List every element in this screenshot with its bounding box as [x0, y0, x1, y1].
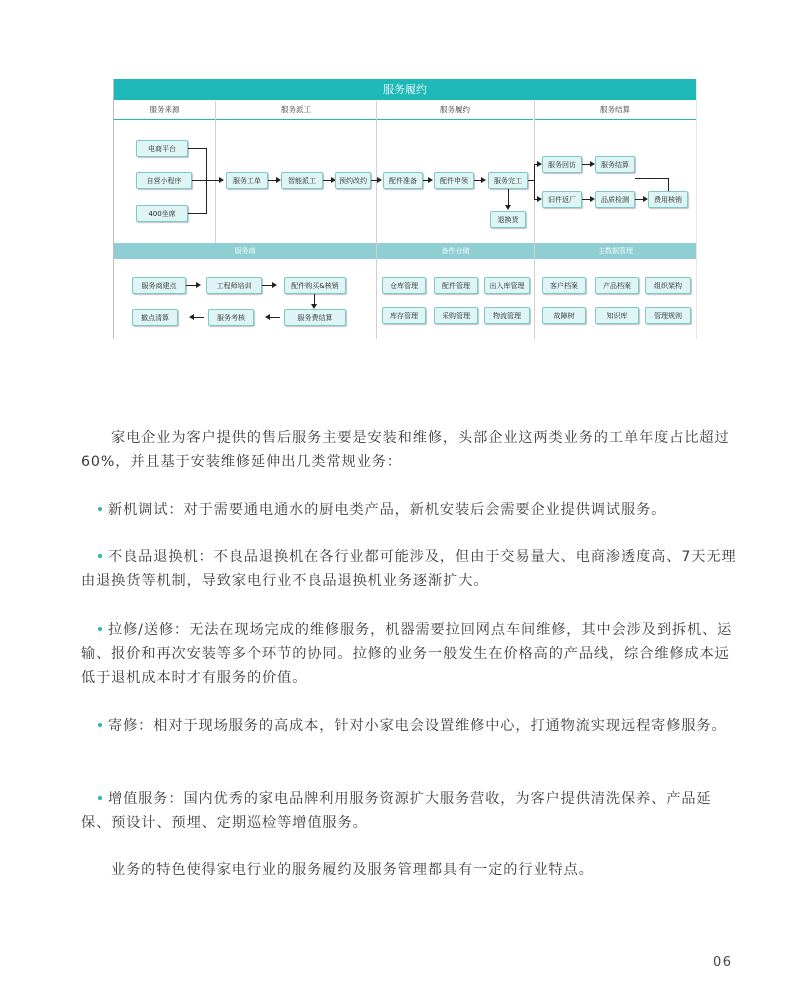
column-header-dispatch: 服务派工: [216, 101, 376, 120]
node-org-structure: 组织架构: [645, 277, 691, 294]
diagram-title: 服务履约: [114, 79, 696, 100]
bullet-dot-icon: [98, 627, 102, 631]
node-warehouse-mgmt: 仓库管理: [382, 277, 426, 294]
connector: [668, 178, 669, 191]
arrow-right-icon: [428, 177, 433, 183]
bullet-text: 新机调试：对于需要通电通水的厨电类产品，新机安装后会需要企业提供调试服务。: [108, 502, 667, 518]
node-parts-mgmt: 配件管理: [434, 277, 478, 294]
bullet-dot-icon: [98, 723, 102, 727]
node-service-fee-settlement: 服务费结算: [284, 309, 346, 326]
node-return-exchange: 退换货: [490, 211, 526, 228]
node-knowledge-base: 知识库: [595, 307, 639, 324]
node-service-settlement: 服务结算: [595, 156, 635, 173]
node-service-assessment: 服务考核: [208, 309, 254, 326]
connector: [534, 164, 535, 200]
bullet-text: 不良品退换机：不良品退换机在各行业都可能涉及，但由于交易量大、电商渗透度高、7天无理由退换货等机制，导致家电行业不良品退换机业务逐渐扩大。: [81, 549, 737, 589]
bullet-item: [81, 787, 741, 835]
arrow-right-icon: [377, 177, 382, 183]
arrow-right-icon: [219, 177, 224, 183]
page-number: 06: [713, 955, 733, 970]
arrow-right-icon: [272, 282, 277, 288]
section-band-masterdata: 主数据管理: [535, 243, 696, 259]
connector: [206, 148, 207, 214]
bullet-text: 寄修：相对于现场服务的高成本，针对小家电会设置维修中心，打通物流实现远程寄修服务。: [108, 718, 727, 734]
column-header-settle: 服务结算: [534, 101, 696, 120]
bullet-item: [81, 714, 741, 738]
intro-paragraph: 家电企业为客户提供的售后服务主要是安装和维修，头部企业这两类业务的工单年度占比超过60%，并且基于安装维修延伸出几类常规业务：: [81, 430, 730, 470]
node-service-followup: 服务回访: [542, 156, 582, 173]
arrow-right-icon: [196, 282, 201, 288]
connector: [192, 180, 206, 181]
node-old-parts-return: 旧件返厂: [542, 191, 582, 208]
node-provider-exit: 撤点清算: [132, 309, 178, 326]
connector: [270, 317, 280, 318]
connector: [206, 180, 219, 181]
node-parts-prep: 配件准备: [383, 172, 423, 189]
arrow-down-icon: [505, 205, 511, 210]
bullet-item: [81, 545, 741, 593]
bullet-text: 拉修/送修：无法在现场完成的维修服务，机器需要拉回网点车间维修，其中会涉及到拆机、运输、报价和再次安装等多个环节的协同。拉修的业务一般发生在价格高的产品线，综合维修成本远低于退机成本时才有服务的价值。: [81, 622, 733, 686]
connector: [508, 189, 509, 206]
node-parts-purchase: 配件购买&核销: [284, 277, 346, 294]
node-parts-request: 配件申领: [434, 172, 474, 189]
section-band-provider: 服务商: [114, 243, 376, 259]
node-management-rules: 管理规则: [645, 307, 691, 324]
node-purchase-mgmt: 采购管理: [434, 307, 478, 324]
bullet-item: [81, 498, 741, 522]
bullet-item: [81, 618, 741, 690]
node-product-profile: 产品档案: [595, 277, 639, 294]
node-inventory-mgmt: 库存管理: [382, 307, 426, 324]
node-provider-setup: 服务商建点: [132, 277, 186, 294]
node-fault-tree: 故障树: [542, 307, 586, 324]
column-divider: [215, 101, 216, 243]
column-divider: [534, 101, 535, 339]
column-header-source: 服务来源: [114, 101, 215, 120]
node-400-seat: 400坐席: [136, 205, 188, 222]
bullet-text: 增值服务：国内优秀的家电品牌利用服务资源扩大服务营收，为客户提供清洗保养、产品延保、预设计、预埋、定期巡检等增值服务。: [81, 791, 712, 831]
node-quality-check: 品质检测: [595, 191, 635, 208]
connector: [262, 285, 272, 286]
bullet-dot-icon: [98, 507, 102, 511]
connector: [188, 148, 206, 149]
arrow-right-icon: [481, 177, 486, 183]
bullet-dot-icon: [98, 554, 102, 558]
node-inout-mgmt: 出入库管理: [484, 277, 530, 294]
section-band-warehouse: 备件仓储: [377, 243, 534, 259]
node-service-complete: 服务完工: [488, 172, 528, 189]
node-miniprogram: 自营小程序: [136, 172, 192, 189]
closing-paragraph: 业务的特色使得家电行业的服务履约及服务管理都具有一定的行业特点。: [111, 862, 594, 878]
connector: [186, 285, 196, 286]
bullet-dot-icon: [98, 796, 102, 800]
node-smart-dispatch: 智能派工: [281, 172, 323, 189]
column-header-fulfill: 服务履约: [377, 101, 533, 120]
node-expense-writeoff: 费用核销: [648, 191, 688, 208]
column-divider: [376, 101, 377, 339]
connector: [635, 178, 669, 179]
node-customer-profile: 客户档案: [542, 277, 586, 294]
node-reschedule: 预约改约: [335, 172, 371, 189]
connector: [188, 213, 206, 214]
node-ecommerce: 电商平台: [136, 140, 188, 157]
service-fulfillment-diagram: [113, 79, 697, 339]
node-engineer-training: 工程师培训: [206, 277, 262, 294]
connector: [194, 317, 204, 318]
node-work-order: 服务工单: [226, 172, 268, 189]
node-logistics-mgmt: 物流管理: [484, 307, 530, 324]
